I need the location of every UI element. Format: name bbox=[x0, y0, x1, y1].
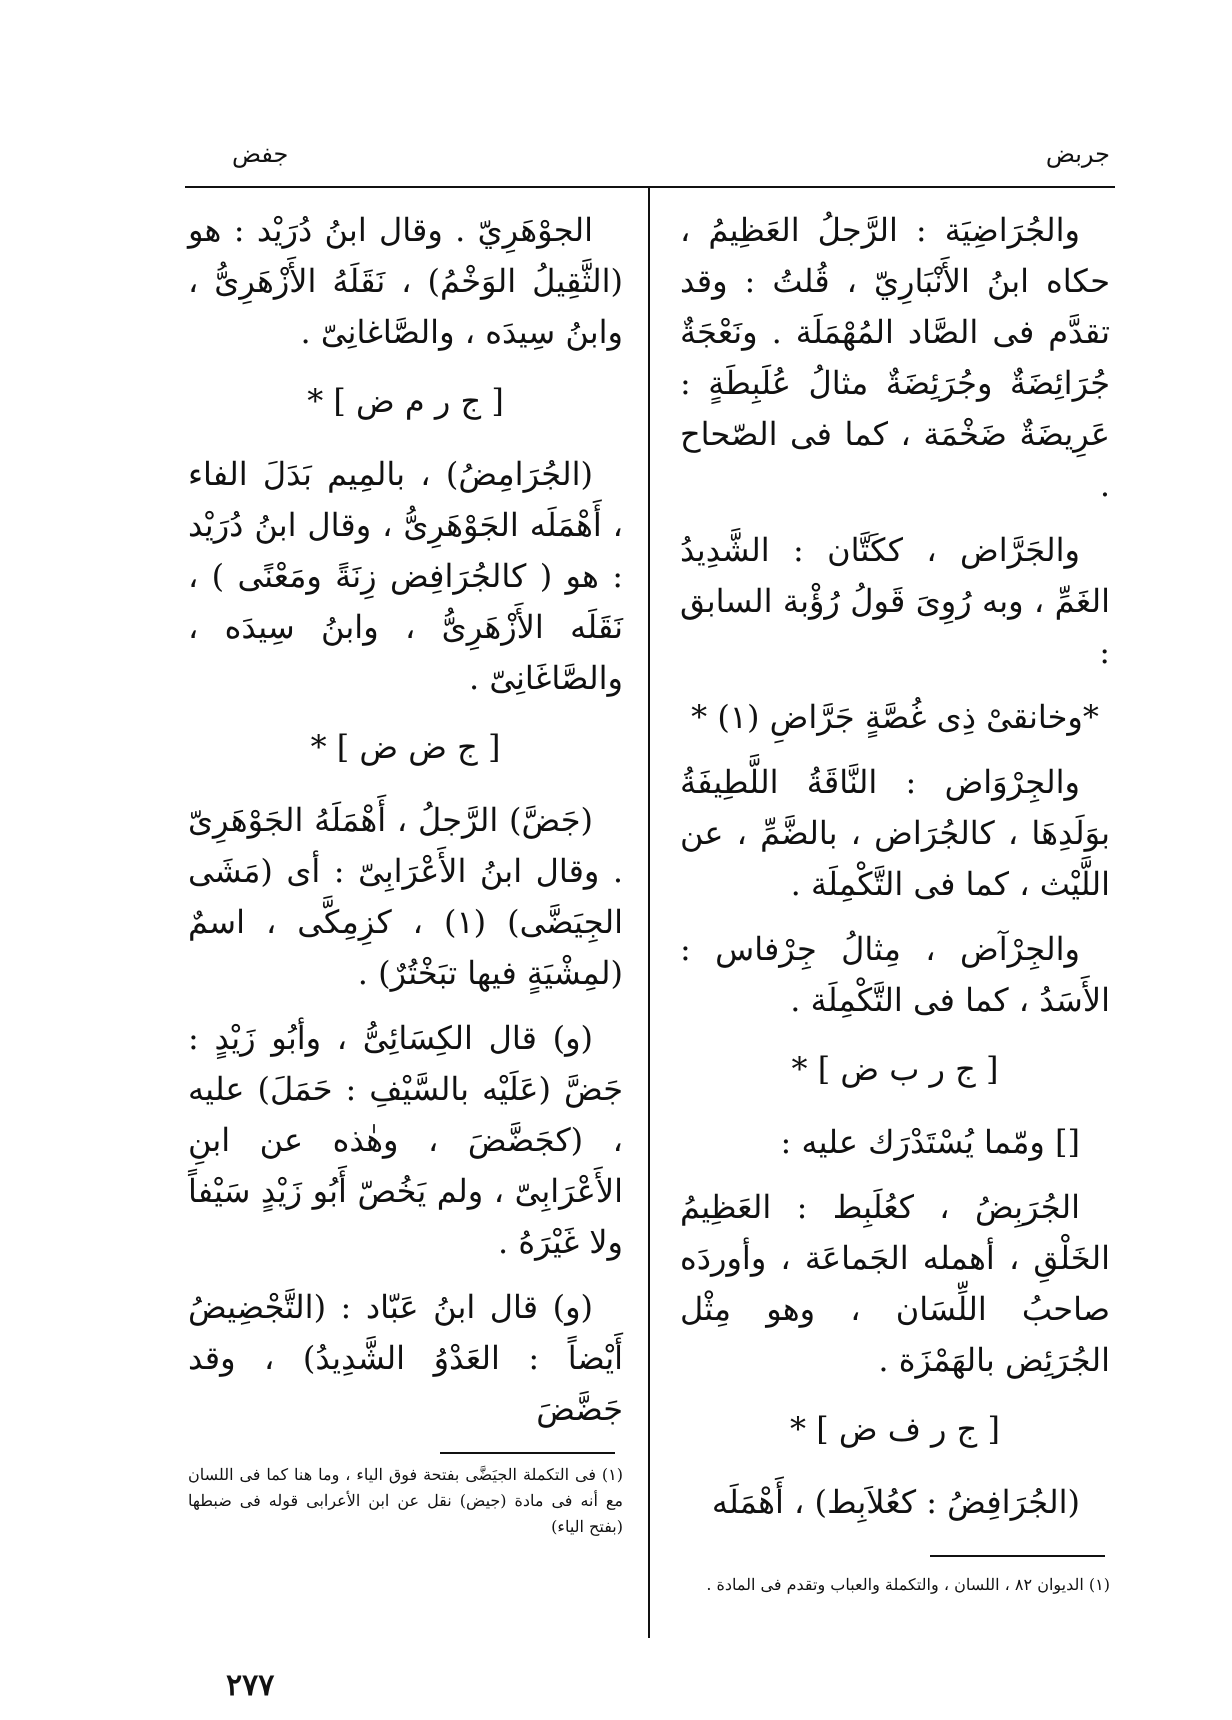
footnote-rule-right bbox=[930, 1555, 1105, 1557]
root-heading: [ ج ر ف ض ] * bbox=[790, 1410, 1000, 1448]
root-heading: [ ج ر م ض ] * bbox=[307, 382, 504, 420]
entry-paragraph: والجِرْآض ، مِثالُ جِرْفاس : الأَسَدُ ، كما فى التَّكْمِلَة . bbox=[680, 930, 1110, 1019]
footnote-right: (١) الديوان ٨٢ ، اللسان ، والتكملة والعباب وتقدم فى المادة . bbox=[706, 1575, 1110, 1594]
column-divider bbox=[648, 188, 650, 1638]
entry-paragraph: (الجُرَافِضُ : كعُلاَبِط) ، أَهْمَلَه bbox=[711, 1483, 1080, 1521]
entry-paragraph: (و) قال الكِسَائِىُّ ، وأبُو زَيْدٍ : جَضَّ (عَلَيْه بالسَّيْفِ : حَمَلَ) عليه ، (كجَضَّضَ ، وهٰذه عن ابنِ الأَعْرَابِىّ ، ولم يَخُصّ أَبُو زَيْدٍ سَيْفاً ولا غَيْرَهُ . bbox=[188, 1019, 623, 1261]
entry-paragraph: (جَضَّ) الرَّجلُ ، أَهْمَلَهُ الجَوْهَرِىّ . وقال ابنُ الأَعْرَابِىّ : أى (مَشَى الجِيَضَّى) (١) ، كزِمِكَّى ، اسمٌ (لمِشْيَةٍ فيها تبَخْتُرٌ) . bbox=[188, 801, 624, 992]
entry-paragraph: الجوْهَرِيّ . وقال ابنُ دُرَيْد : هو (الثَّقِيلُ الوَخْمُ) ، نَقَلَهُ الأَزْهَرِىُّ ، وابنُ سِيدَه ، والصَّاغانِىّ . bbox=[188, 211, 623, 351]
entry-paragraph: والجِرْوَاض : النَّاقَةُ اللَّطِيفَةُ بوَلَدِهَا ، كالجُرَاض ، بالضَّمِّ ، عن اللَّيْث ، كما فى التَّكْمِلَة . bbox=[680, 763, 1110, 903]
running-header-right: جربض bbox=[1045, 140, 1110, 168]
entry-paragraph: والجَرَّاض ، ككَتَّان : الشَّدِيدُ الغَمِّ ، وبه رُوِىَ قَولُ رُؤْبة السابق : bbox=[680, 531, 1110, 671]
entry-paragraph: [] ومّما يُسْتَدْرَك عليه : bbox=[780, 1123, 1080, 1161]
left-column bbox=[188, 205, 623, 1449]
root-heading: [ ج ر ب ض ] * bbox=[791, 1050, 999, 1088]
footnote-rule-left bbox=[440, 1452, 615, 1454]
running-header-left: جفض bbox=[232, 140, 289, 168]
verse-line: *وخانقىْ ذِى غُصَّةٍ جَرَّاضِ (١) * bbox=[691, 698, 1099, 736]
page-number: ٢٧٧ bbox=[226, 1668, 275, 1703]
right-column bbox=[680, 205, 1110, 1542]
entry-paragraph: الجُرَبِضُ ، كعُلَبِط : العَظِيمُ الخَلْقِ ، أهمله الجَماعَة ، وأوردَه صاحبُ اللِّسَان ، وهو مِثْل الجُرَئِض بالهَمْزَة . bbox=[680, 1188, 1110, 1379]
entry-paragraph: (و) قال ابنُ عَبّاد : (التَّجْضِيضُ أَيْضاً : العَدْوُ الشَّدِيدُ) ، وقد جَضَّضَ bbox=[188, 1288, 623, 1428]
header-rule bbox=[185, 186, 1115, 188]
entry-paragraph: (الجُرَامِضُ) ، بالمِيم بَدَلَ الفاء ، أَهْمَلَه الجَوْهَرِىُّ ، وقال ابنُ دُرَيْد : هو ( كالجُرَافِض زِنَةً ومَعْنًى ) ، نَقَلَه الأَزْهَرِىُّ ، وابنُ سِيدَه ، والصَّاغَانِىّ . bbox=[188, 455, 623, 697]
entry-paragraph: والجُرَاضِيَة : الرَّجلُ العَظِيمُ ، حكاه ابنُ الأَنْبَارِيّ ، قُلتُ : وقد تقدَّم فى الصَّاد المُهْمَلَة . ونَعْجَةٌ جُرَائِضَةٌ وجُرَئِضَةٌ مثالُ عُلَبِطَةٍ : عَرِيضَةٌ ضَخْمَة ، كما فى الصّحاح . bbox=[680, 211, 1110, 504]
root-heading: [ ج ض ض ] * bbox=[310, 728, 501, 766]
footnote-left: (١) فى التكملة الجيَضَّى بفتحة فوق الياء ، وما هنا كما فى اللسان مع أنه فى مادة (جيض) نقل عن ابن الأعرابى قوله فى ضبطها (بفتح الياء) bbox=[188, 1465, 623, 1536]
